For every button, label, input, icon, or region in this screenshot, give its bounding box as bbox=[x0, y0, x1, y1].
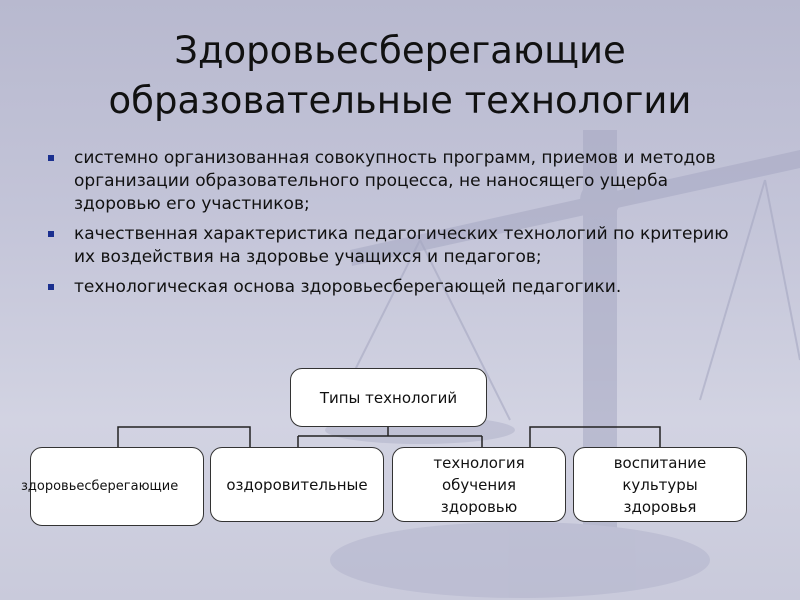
diagram-child-node bbox=[21, 447, 204, 526]
child-label: здоровьесберегающие bbox=[21, 479, 179, 494]
title-line-1: Здоровьесберегающие bbox=[174, 29, 626, 72]
diagram-child-node bbox=[392, 447, 566, 522]
child-label: оздоровительные bbox=[226, 475, 368, 494]
bullet-text: качественная характеристика педагогических технологий по критерию их воздействия на здоровье учащихся и педагогов; bbox=[74, 224, 729, 267]
diagram-child-node bbox=[573, 447, 747, 522]
diagram-child-node bbox=[210, 447, 384, 522]
bullet-text: технологическая основа здоровьесберегающей педагогики. bbox=[74, 277, 622, 297]
title-line-2: образовательные технологии bbox=[108, 79, 692, 122]
child-label: воспитание культуры здоровья bbox=[613, 453, 707, 516]
child-label: технология обучения здоровью bbox=[433, 453, 525, 516]
diagram-root-node bbox=[290, 368, 487, 427]
root-label: Типы технологий bbox=[319, 388, 458, 407]
bullet-text: системно организованная совокупность программ, приемов и методов организации образовательного процесса, не наносящего ущерба здоровью его участников; bbox=[74, 148, 716, 214]
